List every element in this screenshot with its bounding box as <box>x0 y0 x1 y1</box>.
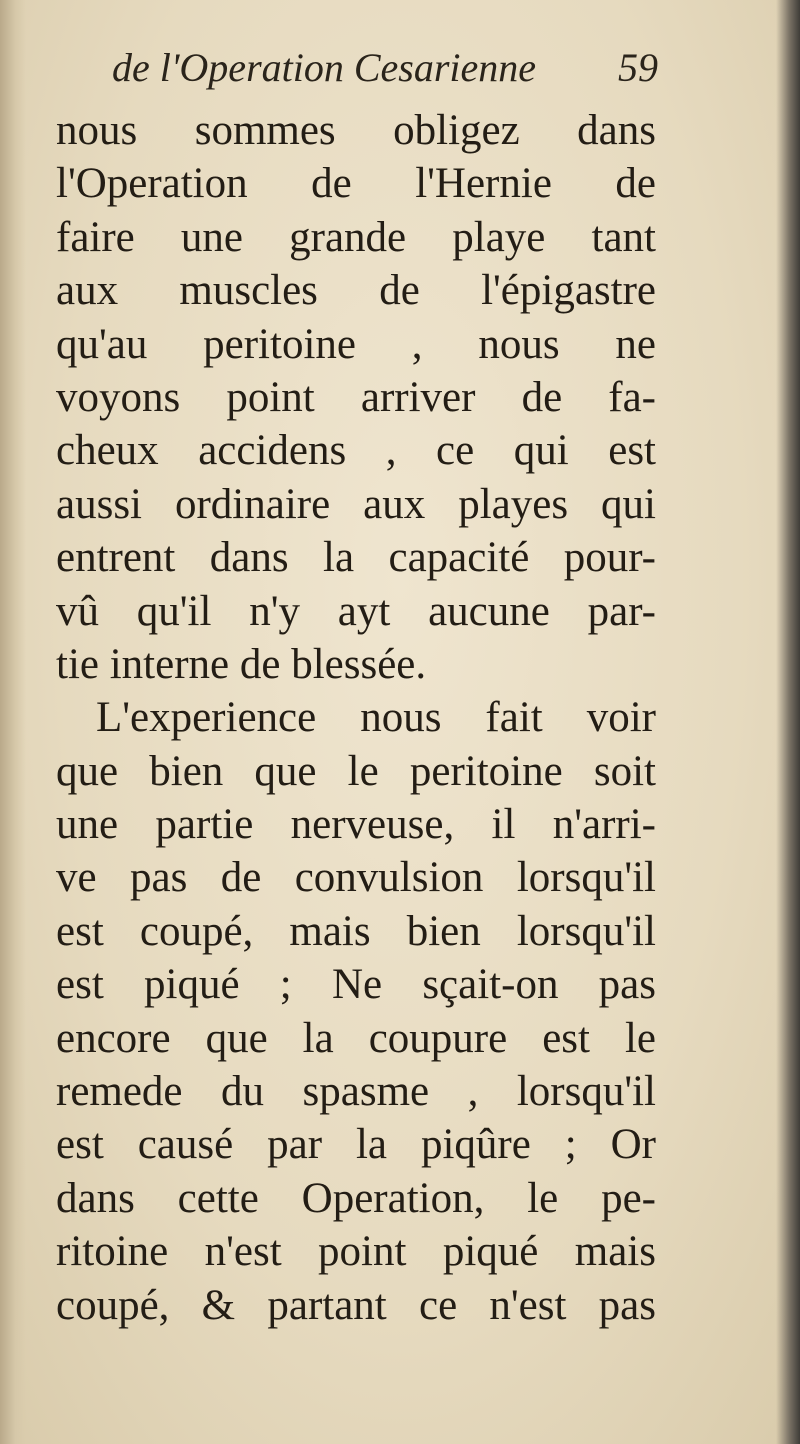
body-text <box>56 104 656 1332</box>
running-title: de l'Operation Cesarienne <box>112 45 537 90</box>
text-line: que bien que le peritoine soit <box>56 747 656 795</box>
text-line: est causé par la piqûre ; Or <box>56 1121 656 1169</box>
text-line: cheux accidens , ce qui est <box>56 427 656 475</box>
text-line: qu'au peritoine , nous ne <box>56 320 656 368</box>
text-line: l'Operation de l'Hernie de <box>56 160 656 208</box>
text-line: nous sommes obligez dans <box>56 107 656 154</box>
text-line: ve pas de convulsion lorsqu'il <box>56 854 656 902</box>
page-number: 59 <box>618 45 658 90</box>
text-line: une partie nerveuse, il n'arri- <box>56 801 656 849</box>
text-line: ritoine n'est point piqué mais <box>56 1228 656 1276</box>
text-line: vû qu'il n'y ayt aucune par- <box>56 587 656 635</box>
page-gutter-shadow <box>0 0 26 1444</box>
running-header <box>112 44 658 104</box>
text-line: aux muscles de l'épigastre <box>56 267 656 315</box>
text-line: faire une grande playe tant <box>56 213 656 261</box>
text-line: entrent dans la capacité pour- <box>56 534 656 582</box>
text-line: est piqué ; Ne sçait-on pas <box>56 961 656 1009</box>
text-line: est coupé, mais bien lorsqu'il <box>56 907 656 955</box>
text-line: aussi ordinaire aux playes qui <box>56 480 656 528</box>
text-line: voyons point arriver de fa- <box>56 373 656 421</box>
text-line: tie interne de blessée. <box>56 640 427 688</box>
page-edge-shadow <box>776 0 800 1444</box>
text-line: coupé, & partant ce n'est pas <box>56 1281 656 1329</box>
text-line: remede du spasme , lorsqu'il <box>56 1068 656 1116</box>
text-line: dans cette Operation, le pe- <box>56 1174 656 1222</box>
text-line: encore que la coupure est le <box>56 1014 656 1062</box>
text-line: L'experience nous fait voir <box>96 694 656 742</box>
